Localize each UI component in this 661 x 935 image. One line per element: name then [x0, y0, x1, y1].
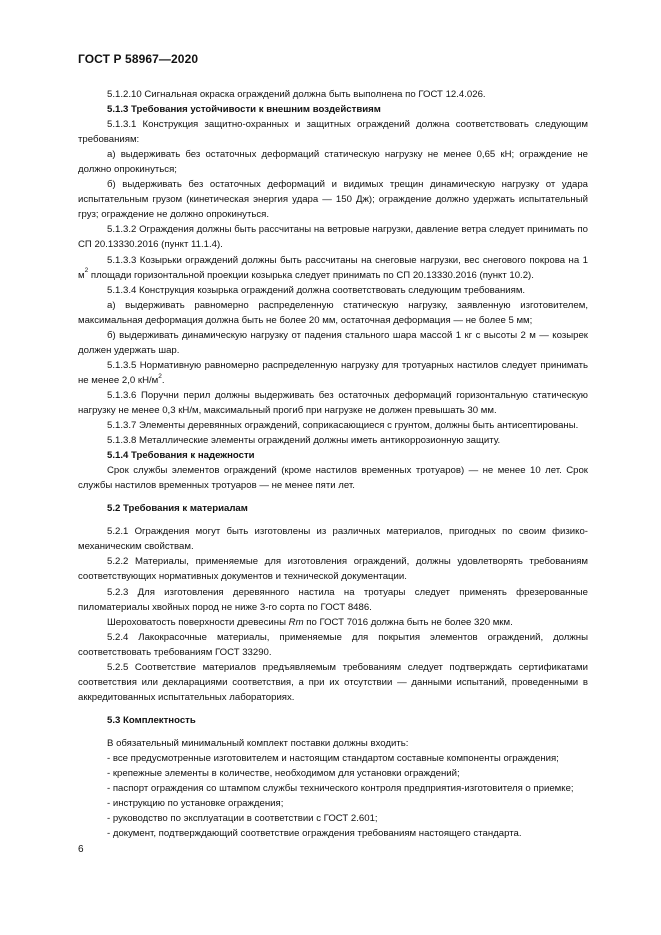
- clause-5-1-3-6: 5.1.3.6 Поручни перил должны выдерживать без остаточных деформаций горизонтальную статическую нагрузку не менее 0,3 кН/м, максимальный прогиб при нагрузке не должен превышать 30 мм.: [78, 389, 588, 416]
- clause-5-1-3-4-a: а) выдерживать равномерно распределенную статическую нагрузку, заявленную изготовителем, максимальная деформация должна быть не более 20 мм, остаточная деформация — не более 5 мм;: [78, 299, 588, 326]
- clause-5-2-3-roughness: [78, 615, 588, 630]
- clause-5-1-3-5-text-a: 5.1.3.5 Нормативную равномерно распределенную нагрузку для тротуарных настилов следует принимать не менее 2,0 кН/м: [78, 359, 588, 386]
- clause-5-3-intro: В обязательный минимальный комплект поставки должны входить:: [107, 737, 409, 749]
- clause-5-1-3-4: 5.1.3.4 Конструкция козырька ограждений должна соответствовать следующим требованиям.: [107, 284, 526, 296]
- clause-5-1-3-1: 5.1.3.1 Конструкция защитно-охранных и защитных ограждений должна соответствовать следующим требованиям:: [78, 119, 588, 146]
- superscript-2: 2: [158, 372, 162, 380]
- clause-5-1-3-2: 5.1.3.2 Ограждения должны быть рассчитаны на ветровые нагрузки, давление ветра следует принимать по СП 20.13330.2016 (пункт 11.1.4).: [78, 224, 588, 251]
- clause-5-1-3-3-text-a: 5.1.3.3 Козырьки ограждений должны быть рассчитаны на снеговые нагрузки, вес снегового покрова на 1 м: [78, 254, 588, 281]
- clause-5-1-2-10: 5.1.2.10 Сигнальная окраска ограждений должна быть выполнена по ГОСТ 12.4.026.: [107, 89, 486, 100]
- list-item: - паспорт ограждения со штампом службы технического контроля предприятия-изготовителя о приемке;: [107, 783, 574, 795]
- list-item: - документ, подтверждающий соответствие ограждения требованиям настоящего стандарта.: [107, 828, 522, 840]
- list-item: - руководство по эксплуатации в соответствии с ГОСТ 2.601;: [107, 813, 378, 825]
- clause-5-1-4: Срок службы элементов ограждений (кроме настилов временных тротуаров) — не менее 10 лет. Срок службы настилов временных тротуаров — не менее пяти лет.: [78, 465, 588, 492]
- clause-5-1-3-3: [78, 253, 588, 283]
- list-item: - крепежные элементы в количестве, необходимом для установки ограждений;: [107, 768, 460, 780]
- document-header: ГОСТ Р 58967—2020: [78, 52, 199, 66]
- clause-5-2-3: 5.2.3 Для изготовления деревянного настила на тротуары следует применять фрезерованные пиломатериалы хвойных пород не ниже 3-го сорта по ГОСТ 8486.: [78, 586, 588, 613]
- clause-5-1-3-1-a: а) выдерживать без остаточных деформаций статическую нагрузку не менее 0,65 кН; ограждение не должно опрокинуться;: [78, 149, 588, 176]
- list-item: - инструкцию по установке ограждения;: [107, 798, 284, 810]
- clause-5-2-5: 5.2.5 Соответствие материалов предъявляемым требованиям следует подтверждать сертификатами соответствия или декларациями соответствия, а при их отсутствии — данными испытаний, проведенными в аккредитованных испытательных лабораториях.: [78, 661, 588, 703]
- roughness-text-a: Шероховатость поверхности древесины: [107, 616, 289, 628]
- clause-5-1-3-5: [78, 358, 588, 388]
- clause-5-2-4: 5.2.4 Лакокрасочные материалы, применяемые для покрытия элементов ограждений, должны соответствовать требованиям ГОСТ 33290.: [78, 631, 588, 658]
- roughness-text-b: по ГОСТ 7016 должна быть не более 320 мкм.: [303, 616, 513, 628]
- page-number: 6: [78, 844, 84, 855]
- list-item: - все предусмотренные изготовителем и настоящим стандартом составные компоненты ограждения;: [107, 752, 559, 764]
- clause-5-1-3-4-b: б) выдерживать динамическую нагрузку от падения стального шара массой 1 кг с высоты 2 м — козырек должен удержать шар.: [78, 329, 588, 356]
- clause-5-1-3-5-text-b: .: [161, 374, 165, 386]
- clause-5-1-3-3-text-b: площади горизонтальной проекции козырька следует принимать по СП 20.13330.2016 (пункт 10.2).: [88, 269, 534, 281]
- heading-5-2: 5.2 Требования к материалам: [107, 503, 248, 515]
- superscript-2: 2: [84, 267, 89, 275]
- page-body: [78, 87, 588, 841]
- heading-5-1-3: 5.1.3 Требования устойчивости к внешним воздействиям: [107, 104, 381, 116]
- roughness-symbol: Rm: [288, 616, 304, 628]
- clause-5-2-2: 5.2.2 Материалы, применяемые для изготовления ограждений, должны удовлетворять требованиям соответствующих нормативных документов и технической документации.: [78, 556, 588, 583]
- heading-5-1-4: 5.1.4 Требования к надежности: [107, 450, 255, 462]
- heading-5-3: 5.3 Комплектность: [107, 714, 196, 726]
- clause-5-1-3-8: 5.1.3.8 Металлические элементы ограждений должны иметь антикоррозионную защиту.: [107, 435, 501, 447]
- clause-5-1-3-7: 5.1.3.7 Элементы деревянных ограждений, соприкасающиеся с грунтом, должны быть антисептированы.: [107, 420, 579, 432]
- clause-5-1-3-1-b: б) выдерживать без остаточных деформаций и видимых трещин динамическую нагрузку от удара испытательным грузом (кинетическая энергия удара — 150 Дж); ограждение должно удержать испытательный груз; ограждение не должно опрокинуться.: [78, 179, 588, 221]
- clause-5-2-1: 5.2.1 Ограждения могут быть изготовлены из различных материалов, пригодных по своим физико-механическим свойствам.: [78, 526, 588, 553]
